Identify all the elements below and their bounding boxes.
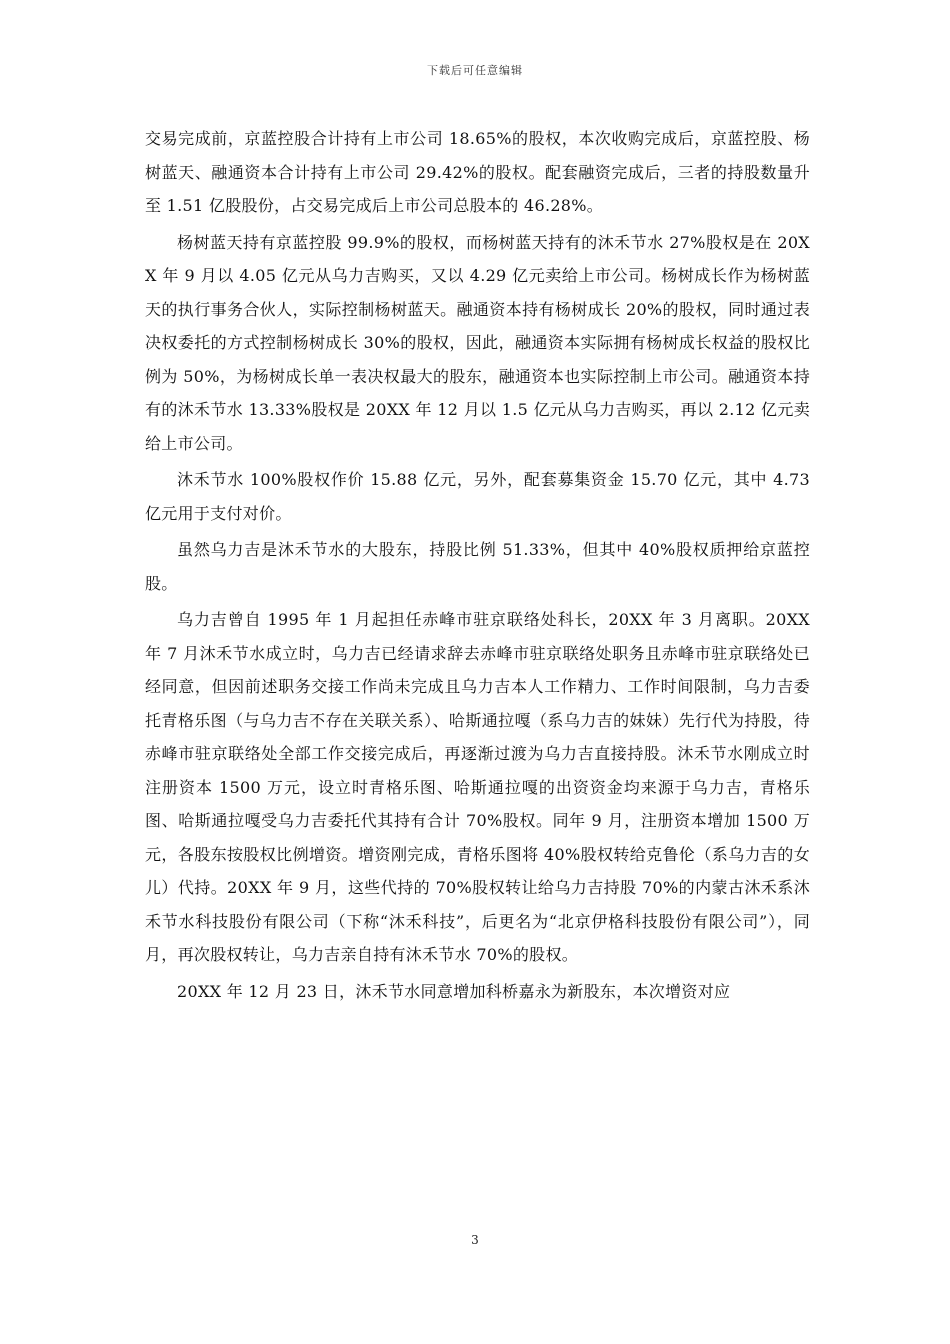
page-number: 3 [471,1233,479,1247]
paragraph-1: 交易完成前，京蓝控股合计持有上市公司 18.65%的股权，本次收购完成后，京蓝控股、杨树蓝天、融通资本合计持有上市公司 29.42%的股权。配套融资完成后，三者的持股数量升至 1.51 亿股股份，占交易完成后上市公司总股本的 46.28%。 [145,129,810,215]
paragraph-6: 20XX 年 12 月 23 日，沐禾节水同意增加科桥嘉永为新股东，本次增资对应 [177,981,731,1001]
paragraph-4: 虽然乌力吉是沐禾节水的大股东，持股比例 51.33%，但其中 40%股权质押给京蓝控股。 [145,540,810,593]
document-body [145,122,810,1011]
paragraph-3: 沐禾节水 100%股权作价 15.88 亿元，另外，配套募集资金 15.70 亿元，其中 4.73 亿元用于支付对价。 [145,470,810,523]
page-header-note: 下载后可任意编辑 [427,64,523,77]
paragraph-5: 乌力吉曾自 1995 年 1 月起担任赤峰市驻京联络处科长，20XX 年 3 月离职。20XX 年 7 月沐禾节水成立时，乌力吉已经请求辞去赤峰市驻京联络处职务且赤峰市驻京联络处已经同意，但因前述职务交接工作尚未完成且乌力吉本人工作精力、工作时间限制，乌力吉委托青格乐图（与乌力吉不存在关联关系）、哈斯通拉嘎（系乌力吉的妹妹）先行代为持股，待赤峰市驻京联络处全部工作交接完成后，再逐渐过渡为乌力吉直接持股。沐禾节水刚成立时注册资本 1500 万元，设立时青格乐图、哈斯通拉嘎的出资资金均来源于乌力吉，青格乐图、哈斯通拉嘎受乌力吉委托代其持有合计 70%股权。同年 9 月，注册资本增加 1500 万元，各股东按股权比例增资。增资刚完成，青格乐图将 40%股权转给克鲁伦（系乌力吉的女儿）代持。20XX 年 9 月，这些代持的 70%股权转让给乌力吉持股 70%的内蒙古沐禾系沐禾节水科技股份有限公司（下称“沐禾科技”，后更名为“北京伊格科技股份有限公司”），同月，再次股权转让，乌力吉亲自持有沐禾节水 70%的股权。 [145,610,810,964]
paragraph-2: 杨树蓝天持有京蓝控股 99.9%的股权，而杨树蓝天持有的沐禾节水 27%股权是在 20XX 年 9 月以 4.05 亿元从乌力吉购买，又以 4.29 亿元卖给上市公司。杨树成长作为杨树蓝天的执行事务合伙人，实际控制杨树蓝天。融通资本持有杨树成长 20%的股权，同时通过表决权委托的方式控制杨树成长 30%的股权，因此，融通资本实际拥有杨树成长权益的股权比例为 50%，为杨树成长单一表决权最大的股东，融通资本也实际控制上市公司。融通资本持有的沐禾节水 13.33%股权是 20XX 年 12 月以 1.5 亿元从乌力吉购买，再以 2.12 亿元卖给上市公司。 [145,232,810,453]
